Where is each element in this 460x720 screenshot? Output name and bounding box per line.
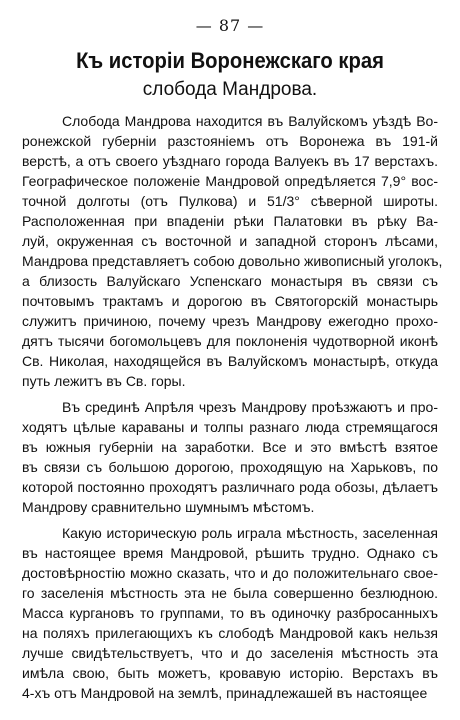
text-line: го заселенія мѣстность эта не была совершенно безлюдною.: [22, 585, 438, 601]
text-line: достовѣрностію можно сказать, что и до положительнаго свое-: [22, 565, 438, 581]
paragraph: [22, 111, 443, 391]
text-line: ронежской губерніи разстояніемъ отъ Воронежа въ 191-й: [22, 133, 438, 149]
page-number: — 87 —: [195, 16, 265, 35]
text-line: Масса кургановъ то группами, то въ одиночку разбросанныхъ: [22, 605, 438, 621]
text-line: на поляхъ прилегающихъ къ слободѣ Мандровой какъ нельзя: [22, 625, 438, 641]
text-line: почтовымъ трактамъ и дорогою въ Святогорскій монастырь: [22, 293, 438, 309]
text-line: которой постоянно проходятъ различнаго рода обозы, дѣлаетъ: [22, 479, 438, 495]
text-line: Географическое положеніе Мандровой опредѣляется 7,9° вос-: [22, 173, 438, 189]
text-line: путь лежитъ въ Св. горы.: [22, 373, 186, 389]
text-line: Мандрову сравнительно шумнымъ мѣстомъ.: [22, 499, 315, 515]
paragraph: [22, 397, 438, 517]
text-line: верстѣ, а отъ своего уѣзднаго города Валуекъ въ 17 верстахъ.: [22, 153, 438, 169]
text-line: лучше свидѣтельствуетъ, что и до заселенія мѣстность эта: [22, 645, 438, 661]
text-line: Св. Николая, находящейся въ Валуйскомъ монастырѣ, откуда: [22, 353, 438, 369]
text-line: имѣла свою, быть можетъ, кровавую исторію. Верстахъ въ: [22, 665, 438, 681]
text-line: а близость Валуйскаго Успенскаго монастыря въ связи съ: [22, 273, 438, 289]
article-body: [22, 111, 443, 703]
paragraph: [22, 523, 438, 703]
article-subtitle: слобода Мандрова.: [142, 79, 318, 100]
text-line: Какую историческую роль играла мѣстность, заселенная: [62, 525, 438, 541]
text-line: Расположенная при впаденіи рѣки Палатовки въ рѣку Ва-: [22, 213, 438, 229]
text-line: луй, окруженная съ восточной и западной сторонъ лѣсами,: [22, 233, 438, 249]
text-line: ходятъ цѣлые караваны и толпы разнаго люда стремящагося: [22, 419, 438, 435]
article-title: Къ исторіи Воронежскаго края: [76, 48, 384, 73]
text-line: въ связи съ большою дорогою, проходящую на Харьковъ, по: [22, 459, 438, 475]
text-line: точной долготы (отъ Пулкова) и 51/3° сѣверной широты.: [22, 193, 438, 209]
text-line: Мандрова представляетъ собою довольно живописный уголокъ,: [22, 253, 443, 269]
text-line: Слобода Мандрова находится въ Валуйскомъ уѣздѣ Во-: [62, 113, 438, 129]
text-line: служитъ причиною, почему чрезъ Мандрову ежегодно прохо-: [22, 313, 438, 329]
text-line: дятъ тысячи богомольцевъ для поклоненія чудотворной иконѣ: [22, 333, 438, 349]
text-line: 4-хъ отъ Мандровой на землѣ, принадлежашей въ настоящее: [22, 685, 428, 701]
text-line: въ настоящее время Мандровой, рѣшить трудно. Однако съ: [22, 545, 438, 561]
text-line: Въ срединѣ Апрѣля чрезъ Мандрову проѣзжаютъ и про-: [62, 399, 438, 415]
text-line: въ южныя губерніи на заработки. Все и это вмѣстѣ взятое: [22, 439, 438, 455]
